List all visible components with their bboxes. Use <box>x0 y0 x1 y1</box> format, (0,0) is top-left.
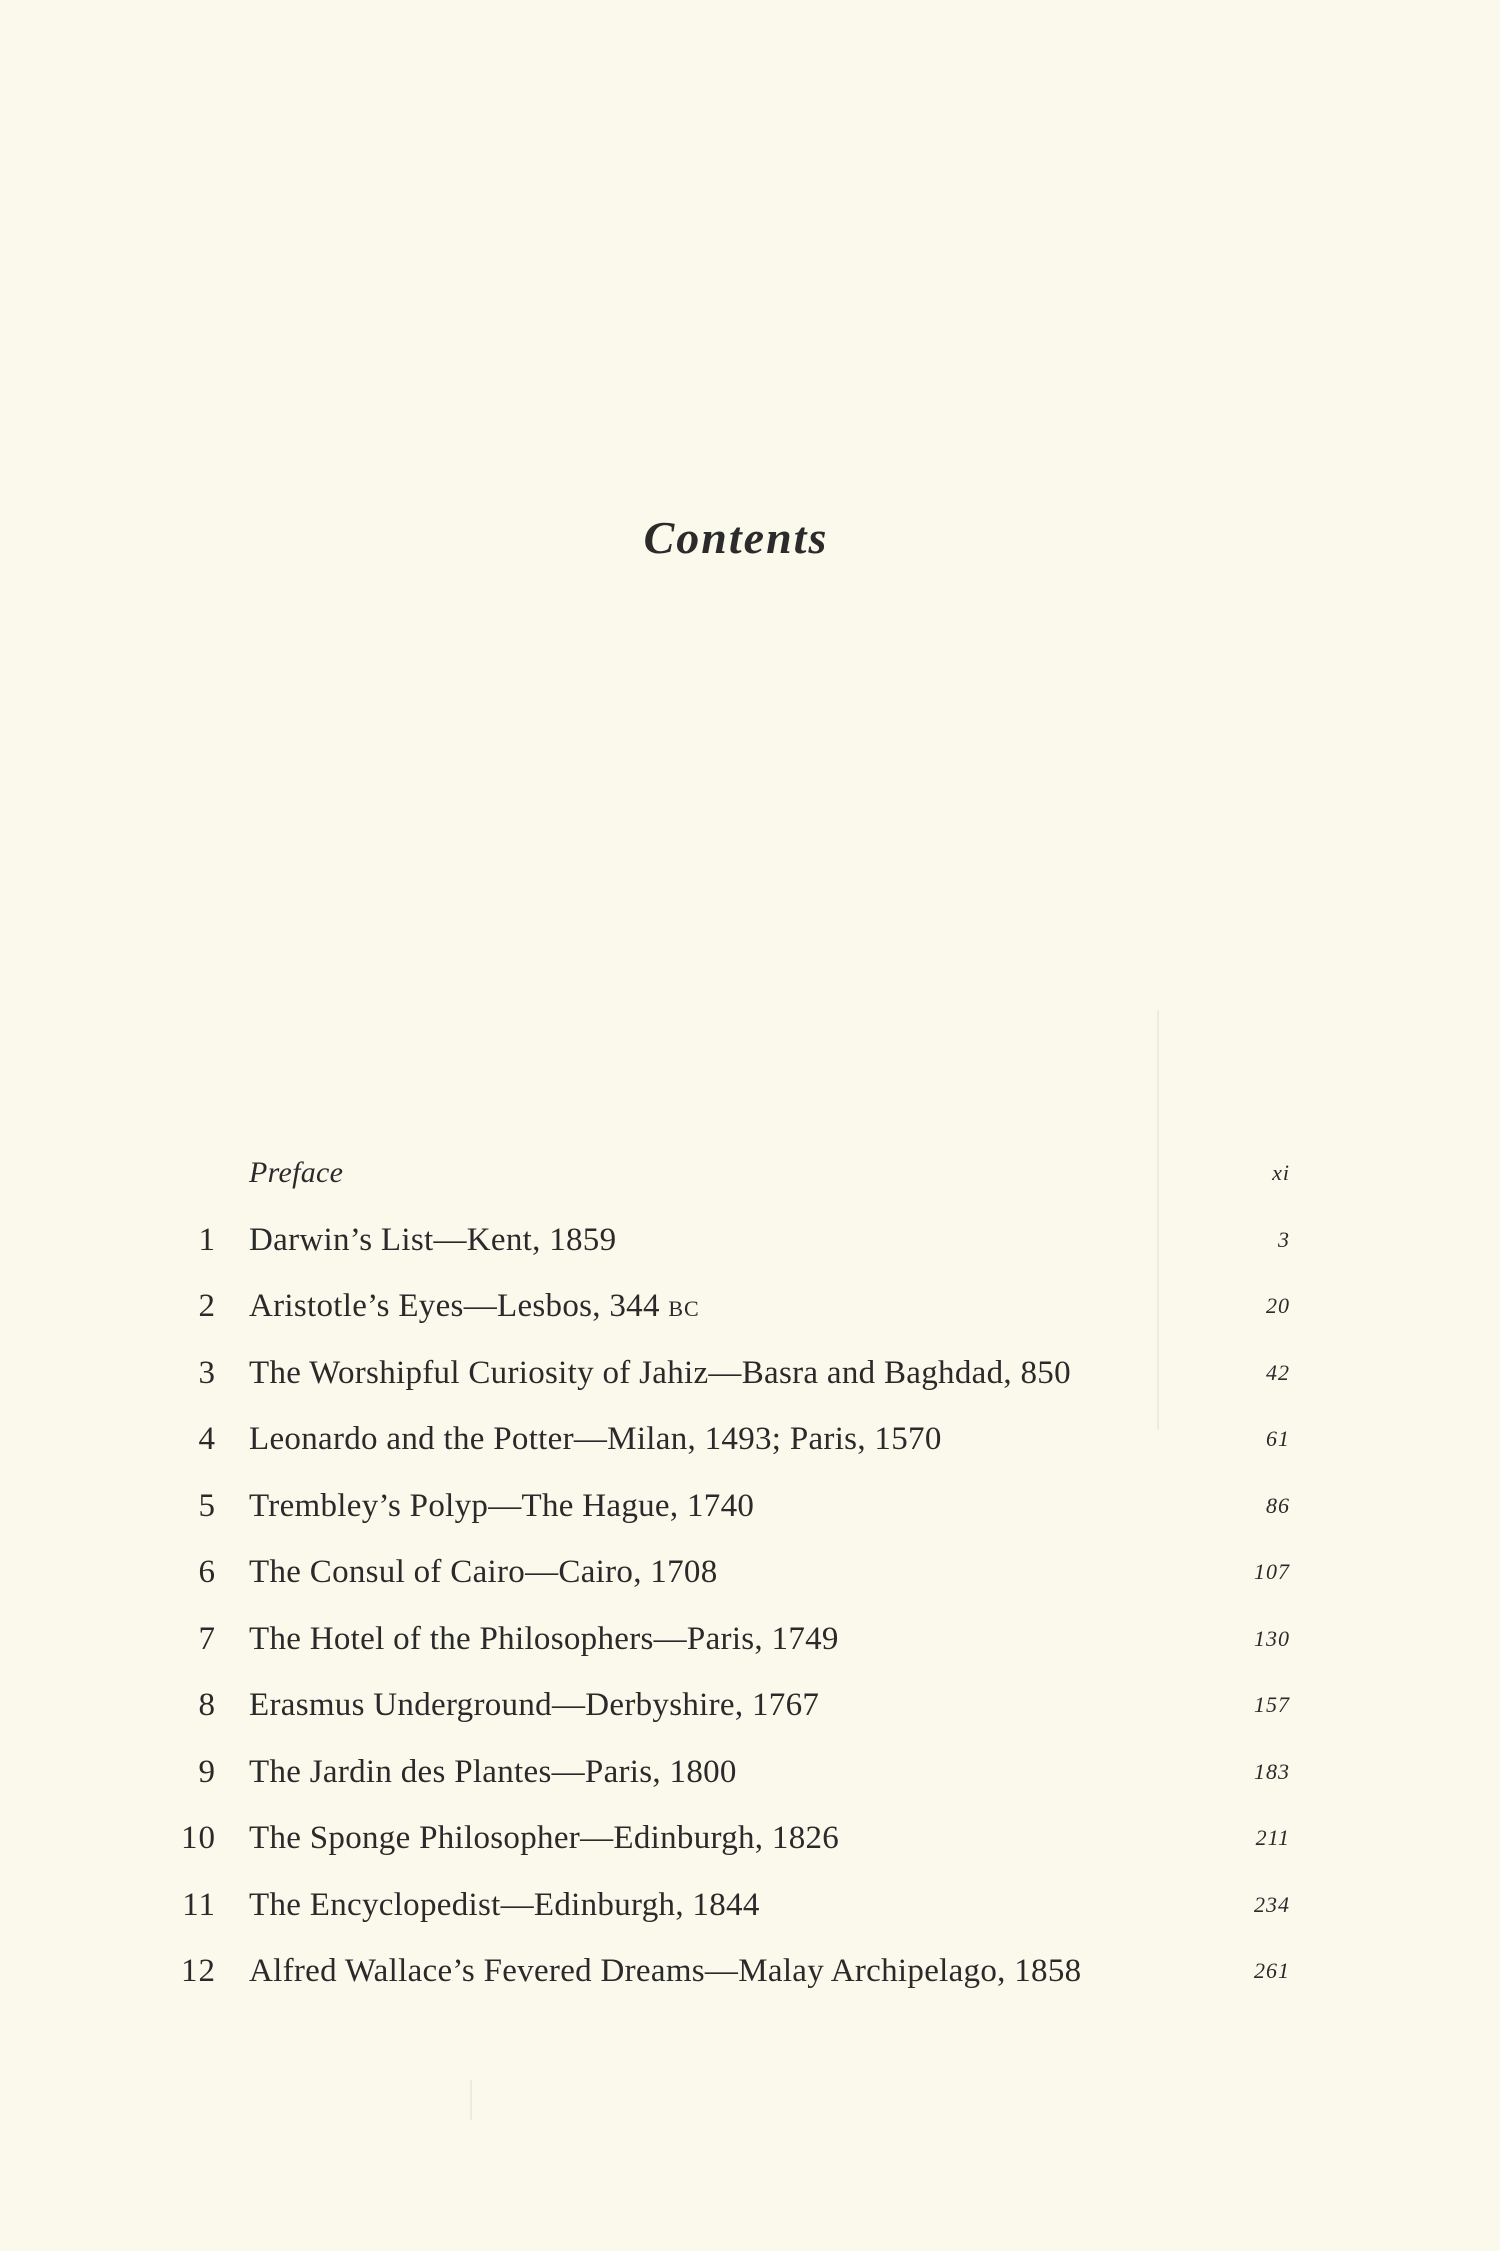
toc-entry[interactable] <box>0 1539 1500 1606</box>
toc-entry[interactable] <box>0 1606 1500 1673</box>
toc-entry-number: 12 <box>181 1953 216 1989</box>
toc-entry-title: The Worshipful Curiosity of Jahiz—Basra and Baghdad, 850 <box>249 1354 1071 1391</box>
toc-entry[interactable] <box>0 1340 1500 1407</box>
toc-entry-title: Preface <box>249 1156 344 1189</box>
paper-mark <box>470 2080 472 2120</box>
toc-entry-title: The Jardin des Plantes—Paris, 1800 <box>249 1753 737 1790</box>
toc-entry-number: 8 <box>198 1687 216 1723</box>
toc-entry-number: 1 <box>198 1221 216 1258</box>
toc-entry-title: Alfred Wallace’s Fevered Dreams—Malay Archipelago, 1858 <box>249 1953 1082 1989</box>
toc-entry[interactable] <box>0 1872 1500 1939</box>
toc-entry-title: Trembley’s Polyp—The Hague, 1740 <box>249 1487 755 1524</box>
toc-entry-title: The Hotel of the Philosophers—Paris, 1749 <box>249 1620 839 1657</box>
toc-entry-page: 86 <box>1266 1492 1290 1518</box>
toc-entry-number: 11 <box>182 1886 216 1923</box>
toc-entry-number: 9 <box>198 1753 216 1790</box>
toc-entry-number: 2 <box>198 1288 216 1324</box>
toc-entry-page: xi <box>1272 1160 1290 1185</box>
toc-entry-title: The Encyclopedist—Edinburgh, 1844 <box>249 1886 760 1923</box>
toc-entry-title: Erasmus Underground—Derbyshire, 1767 <box>249 1687 820 1723</box>
toc-entry-page: 61 <box>1266 1426 1290 1451</box>
toc-entry-page: 261 <box>1254 1958 1290 1983</box>
toc-entry-title: Leonardo and the Potter—Milan, 1493; Paris, 1570 <box>249 1421 942 1457</box>
toc-entry[interactable] <box>0 1805 1500 1872</box>
toc-entry-number: 4 <box>198 1421 216 1457</box>
toc-entry-number: 5 <box>198 1487 216 1524</box>
toc-entry-number: 6 <box>198 1554 216 1590</box>
toc-entry[interactable] <box>0 1406 1500 1473</box>
toc-entry-page: 183 <box>1254 1758 1290 1784</box>
page-title: Contents <box>643 511 829 563</box>
toc-entry[interactable] <box>0 1672 1500 1739</box>
era-abbreviation: BC <box>668 1296 700 1321</box>
toc-entry-title: Aristotle’s Eyes—Lesbos, 344 BC <box>249 1288 700 1324</box>
toc-entry-title: Darwin’s List—Kent, 1859 <box>249 1221 617 1258</box>
toc-entry-number: 7 <box>198 1620 216 1657</box>
toc-entry-page: 211 <box>1255 1825 1290 1850</box>
toc-entry-number: 10 <box>181 1820 216 1856</box>
toc-entry[interactable] <box>0 1273 1500 1340</box>
toc-entry-preface[interactable] <box>0 1140 1500 1207</box>
toc-entry-page: 157 <box>1254 1692 1290 1717</box>
table-of-contents <box>0 1140 1500 2005</box>
toc-entry-number: 3 <box>198 1354 216 1391</box>
toc-entry-title: The Consul of Cairo—Cairo, 1708 <box>249 1554 718 1590</box>
toc-entry-page: 3 <box>1278 1226 1290 1252</box>
toc-entry-page: 42 <box>1266 1359 1290 1385</box>
toc-entry-page: 20 <box>1266 1293 1290 1318</box>
toc-entry-page: 234 <box>1254 1891 1290 1917</box>
toc-entry[interactable] <box>0 1207 1500 1274</box>
toc-entry[interactable] <box>0 1938 1500 2005</box>
toc-entry-title: The Sponge Philosopher—Edinburgh, 1826 <box>249 1820 840 1856</box>
toc-entry[interactable] <box>0 1473 1500 1540</box>
toc-entry-page: 130 <box>1254 1625 1290 1651</box>
toc-entry[interactable] <box>0 1739 1500 1806</box>
toc-entry-page: 107 <box>1254 1559 1290 1584</box>
